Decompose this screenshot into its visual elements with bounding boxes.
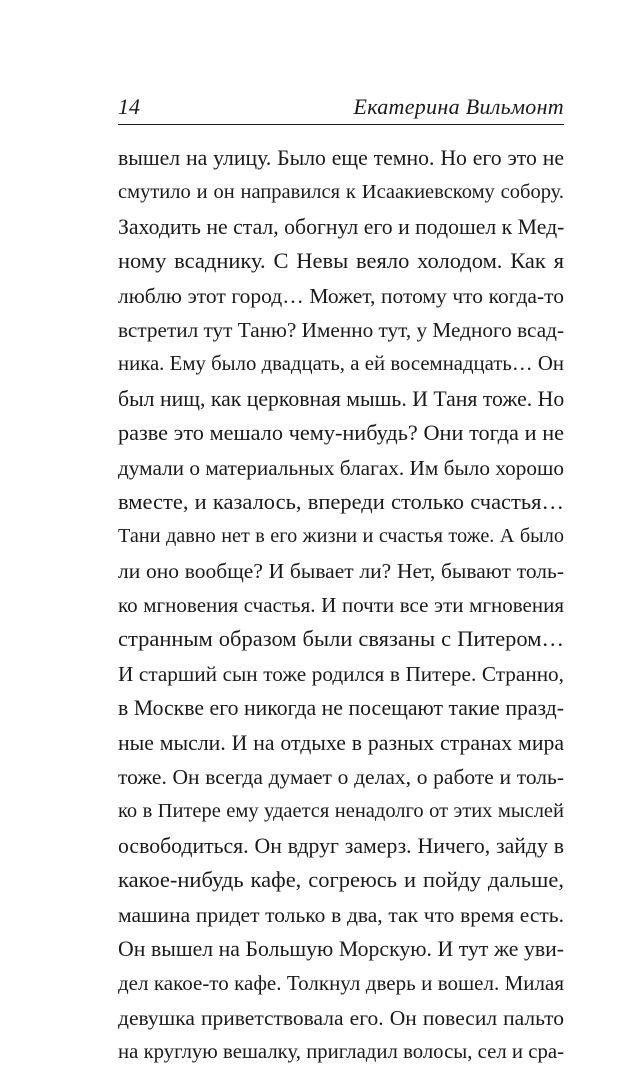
text-line: тоже. Он всегда думает о делах, о работе и толь- bbox=[118, 765, 564, 790]
text-line: ко в Питере ему удается ненадолго от этих мыслей bbox=[118, 800, 564, 823]
text-line: дел какое-то кафе. Толкнул дверь и вошел. Милая bbox=[118, 971, 564, 996]
text-line: машина придет только в два, так что время есть. bbox=[118, 902, 564, 927]
text-line: освободиться. Он вдруг замерз. Ничего, зайду в bbox=[118, 833, 564, 858]
text-line: в Москве его никогда не посещают такие празд- bbox=[118, 696, 564, 721]
text-line: ные мысли. И на отдыхе в разных странах мира bbox=[118, 730, 564, 755]
text-line: Заходить не стал, обогнул его и подошел к Мед- bbox=[118, 214, 564, 239]
body-text bbox=[118, 141, 564, 1070]
text-line: на круглую вешалку, пригладил волосы, сел и сра- bbox=[118, 1041, 564, 1064]
text-line: был нищ, как церковная мышь. И Таня тоже. Но bbox=[118, 386, 564, 411]
text-line: ли оно вообще? И бывает ли? Нет, бывают толь- bbox=[118, 558, 564, 583]
running-head-author: Екатерина Вильмонт bbox=[353, 94, 564, 119]
text-line: вышел на улицу. Было еще темно. Но его это не bbox=[118, 146, 564, 170]
text-line: думали о материальных благах. Им было хорошо bbox=[118, 455, 564, 480]
text-line: И старший сын тоже родился в Питере. Странно, bbox=[118, 661, 564, 686]
running-head bbox=[118, 92, 564, 126]
text-line: Тани давно нет в его жизни и счастья тоже. А было bbox=[118, 525, 564, 548]
page-number: 14 bbox=[118, 94, 140, 119]
text-line: люблю этот город… Может, потому что когда-то bbox=[118, 283, 564, 308]
text-line: странным образом были связаны с Питером… bbox=[118, 626, 564, 652]
text-line: ному всаднику. С Невы веяло холодом. Как я bbox=[118, 248, 564, 274]
text-line: смутило и он направился к Исаакиевскому собору. bbox=[118, 181, 564, 204]
text-line: Он вышел на Большую Морскую. И тут же уви- bbox=[118, 936, 564, 961]
text-line: встретил тут Таню? Именно тут, у Медного всад- bbox=[118, 317, 564, 342]
header-rule bbox=[118, 124, 564, 125]
text-line: разве это мешало чему-нибудь? Они тогда и не bbox=[118, 420, 564, 446]
text-line: какое-нибудь кафе, согреюсь и пойду дальше, bbox=[118, 867, 564, 893]
text-line: вместе, и казалось, впереди столько счастья… bbox=[118, 488, 564, 514]
text-line: ника. Ему было двадцать, а ей восемнадцать… Он bbox=[118, 353, 564, 376]
text-line: ко мгновения счастья. И почти все эти мгновения bbox=[118, 593, 564, 618]
text-line: девушка приветствовала его. Он повесил пальто bbox=[118, 1005, 564, 1030]
